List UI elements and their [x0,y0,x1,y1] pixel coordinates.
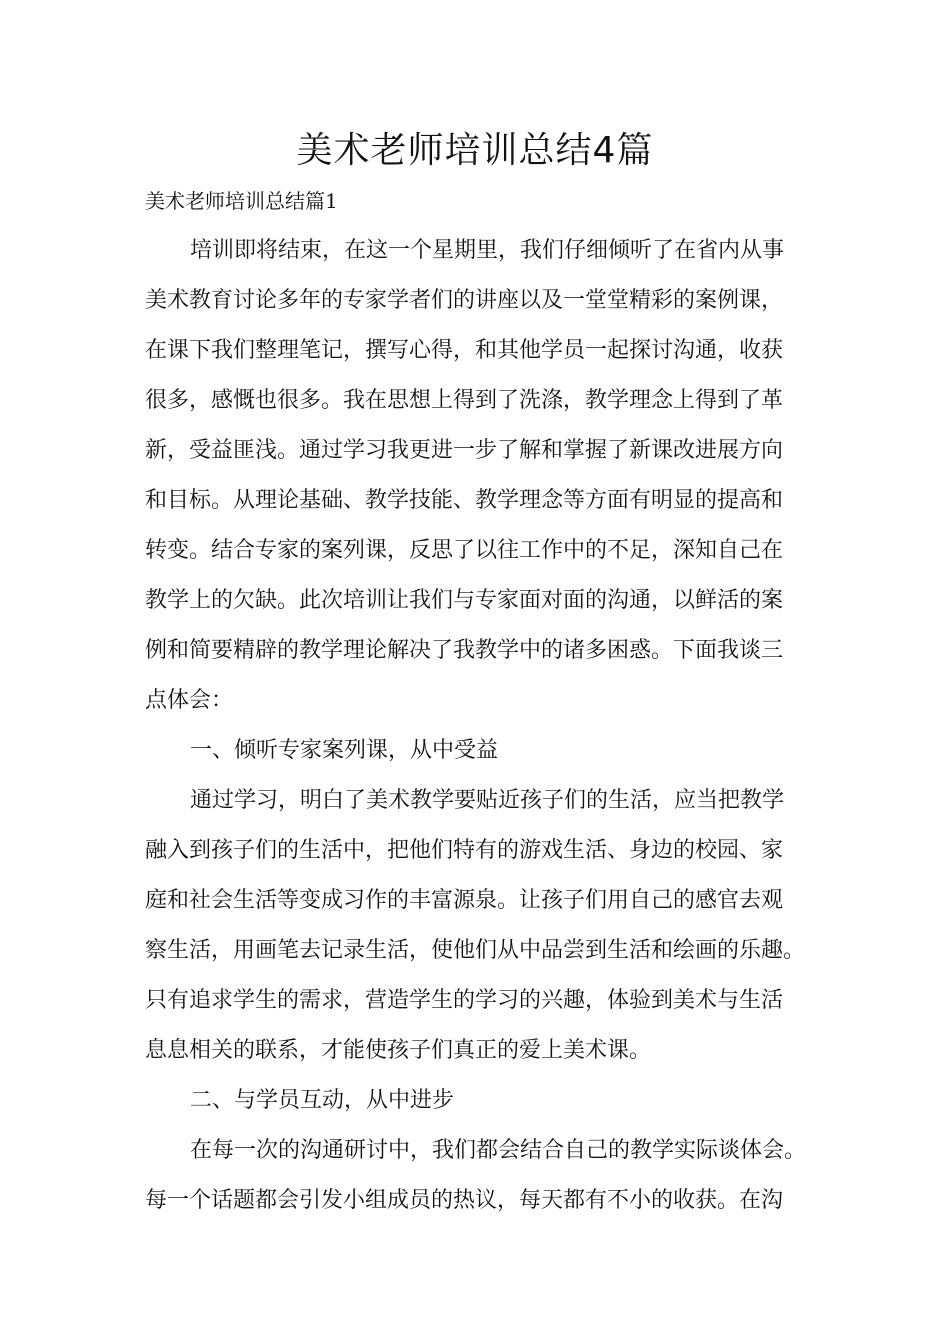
section-subheading: 一、倾听专家案列课，从中受益 [190,738,499,763]
paragraph-line: 融入到孩子们的生活中，把他们特有的游戏生活、身边的校园、家 [145,838,784,863]
paragraph-line: 新，受益匪浅。通过学习我更进一步了解和掌握了新课改进展方向 [145,438,784,463]
paragraph-line: 息息相关的联系，才能使孩子们真正的爱上美术课。 [145,1038,652,1063]
paragraph-line: 在每一次的沟通研讨中，我们都会结合自己的教学实际谈体会。 [190,1138,807,1163]
paragraph-line: 例和简要精辟的教学理论解决了我教学中的诸多困惑。下面我谈三 [145,638,784,663]
paragraph-line: 培训即将结束，在这一个星期里，我们仔细倾听了在省内从事 [190,238,785,263]
paragraph-line: 只有追求学生的需求，营造学生的学习的兴趣，体验到美术与生活 [145,988,784,1013]
paragraph-line: 转变。结合专家的案列课，反思了以往工作中的不足，深知自己在 [145,538,784,563]
paragraph-line: 通过学习，明白了美术教学要贴近孩子们的生活，应当把教学 [190,788,785,813]
paragraph-line: 教学上的欠缺。此次培训让我们与专家面对面的沟通，以鲜活的案 [145,588,784,613]
paragraph-line: 庭和社会生活等变成习作的丰富源泉。让孩子们用自己的感官去观 [145,888,784,913]
paragraph-line: 察生活，用画笔去记录生活，使他们从中品尝到生活和绘画的乐趣。 [145,938,806,963]
section-subheading: 二、与学员互动，从中进步 [190,1088,455,1113]
paragraph-line: 每一个话题都会引发小组成员的热议，每天都有不小的收获。在沟 [145,1188,784,1213]
section-heading: 美术老师培训总结篇1 [145,189,338,213]
paragraph-line: 在课下我们整理笔记，撰写心得，和其他学员一起探讨沟通，收获 [145,338,784,363]
document-title: 美术老师培训总结4篇 [296,130,654,171]
paragraph-line: 和目标。从理论基础、教学技能、教学理念等方面有明显的提高和 [145,488,784,513]
paragraph-line: 点体会： [145,688,234,713]
paragraph-line: 美术教育讨论多年的专家学者们的讲座以及一堂堂精彩的案例课， [145,288,784,313]
paragraph-line: 很多，感慨也很多。我在思想上得到了洗涤，教学理念上得到了革 [145,388,784,413]
